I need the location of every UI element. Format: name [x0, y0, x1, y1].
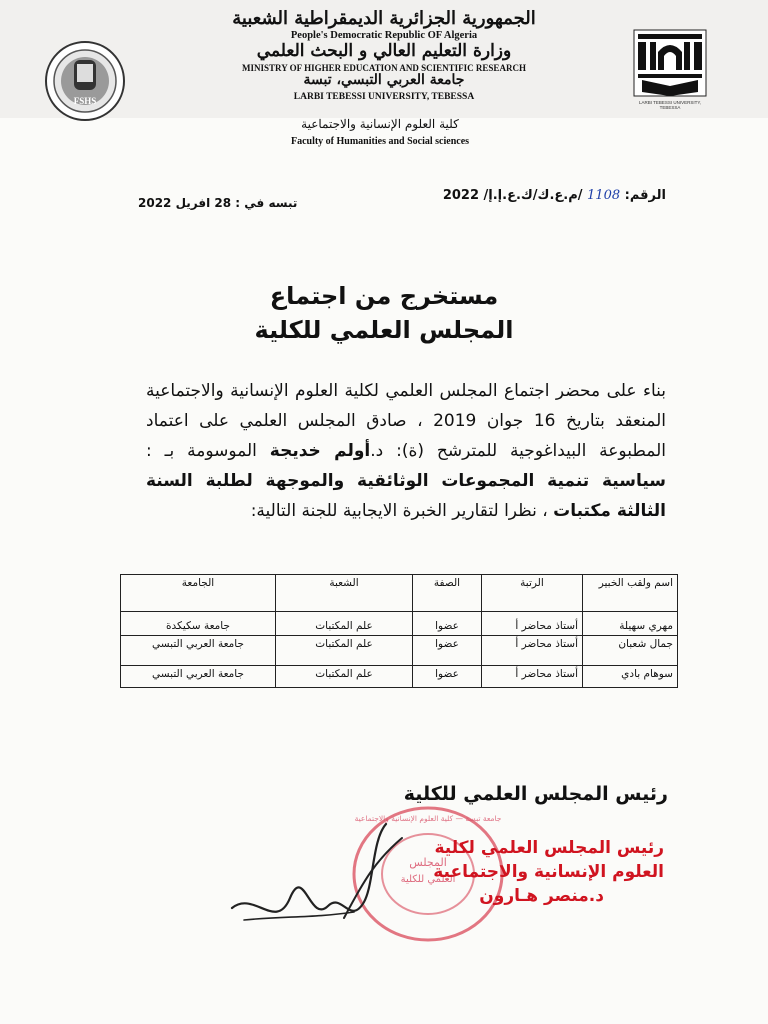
paragraph-intro: بناء على محضر اجتماع المجلس العلمي لكلية العلوم الإنسانية والاجتماعية المنعقد بتاريخ 16 جوان 2019 ، صادق المجلس العلمي على اعتماد المطبوعة البيداغوجية للمترشح (ة): د.: [146, 381, 666, 461]
reference-handwritten-number: 1108: [587, 188, 621, 203]
republic-english: People's Democratic Republic OF Algeria: [290, 30, 478, 41]
faculty-english: Faculty of Humanities and Social sciences: [290, 136, 470, 147]
header-capacity: الصفة: [413, 575, 482, 612]
cell-branch: علم المكتبات: [276, 612, 413, 636]
cell-expert-name: سوهام بادي: [583, 666, 678, 688]
cell-expert-name: مهري سهيلة: [583, 612, 678, 636]
paragraph-end: ، نظرا لتقارير الخبرة الايجابية للجنة التالية:: [250, 501, 554, 521]
table-header-row: [121, 575, 678, 612]
handwritten-signature: [224, 820, 424, 940]
candidate-name: أولم خديجة: [269, 441, 371, 461]
seal-inner-line2: العلمي للكلية: [400, 874, 456, 885]
reference-label: الرقم:: [624, 188, 666, 203]
cell-rank: أستاذ محاضر أ: [482, 612, 583, 636]
ministry-english: MINISTRY OF HIGHER EDUCATION AND SCIENTIFIC RESEARCH: [242, 63, 526, 73]
decision-paragraph: [146, 376, 666, 526]
cell-university: جامعة العربي التبسي: [121, 666, 276, 688]
cell-branch: علم المكتبات: [276, 636, 413, 666]
reference-number: [443, 188, 666, 203]
university-english: LARBI TEBESSI UNIVERSITY, TEBESSA: [293, 92, 475, 102]
stamp-line3: د.منصر هـارون: [479, 886, 604, 906]
header-rank: الرتبة: [482, 575, 583, 612]
header-expert-name: اسم ولقب الخبير: [583, 575, 678, 612]
experts-table: [120, 574, 678, 688]
document-title-line1: مستخرج من اجتماع: [269, 282, 499, 310]
stamp-line2: العلوم الإنسانية والاجتماعية: [433, 862, 664, 882]
publication-subject: سياسية تنمية المجموعات الوثائقية والموجهة لطلبة السنة الثالثة مكتبات: [146, 471, 666, 521]
table-row: [121, 666, 678, 688]
seal-inner-line1: المجلس: [409, 856, 447, 869]
header-branch: الشعبة: [276, 575, 413, 612]
header-university: الجامعة: [121, 575, 276, 612]
seal-outer-text: جامعة تبسة — كلية العلوم الإنسانية والاجتماعية: [354, 814, 502, 823]
issue-date: تبسه في : 28 افريل 2022: [138, 196, 298, 210]
faculty-arabic: كلية العلوم الإنسانية والاجتماعية: [301, 117, 459, 131]
cell-capacity: عضوا: [413, 636, 482, 666]
table-row: [121, 612, 678, 636]
republic-arabic: الجمهورية الجزائرية الديمقراطية الشعبية: [232, 8, 536, 29]
cell-expert-name: جمال شعبان: [583, 636, 678, 666]
cell-rank: أستاذ محاضر أ: [482, 636, 583, 666]
cell-capacity: عضوا: [413, 666, 482, 688]
paragraph-middle: الموسومة بـ :: [146, 441, 270, 461]
university-logo-caption: LARBI TEBESSI UNIVERSITY, TEBESSA: [638, 100, 702, 110]
reference-code: /م.ع.ك/ك.ع.إ.إ/ 2022: [442, 188, 583, 203]
table-row: [121, 636, 678, 666]
university-arabic: جامعة العربي التبسي، تبسة: [303, 72, 465, 88]
faculty-logo-text: FSHS: [73, 96, 97, 106]
cell-rank: أستاذ محاضر أ: [482, 666, 583, 688]
cell-university: جامعة سكيكدة: [121, 612, 276, 636]
cell-university: جامعة العربي التبسي: [121, 636, 276, 666]
cell-branch: علم المكتبات: [276, 666, 413, 688]
cell-capacity: عضوا: [413, 612, 482, 636]
ministry-arabic: وزارة التعليم العالي و البحث العلمي: [256, 41, 512, 61]
signatory-title: رئيس المجلس العلمي للكلية: [403, 783, 668, 805]
stamp-line1: رئيس المجلس العلمي لكلية: [434, 838, 664, 858]
document-title-line2: المجلس العلمي للكلية: [254, 316, 514, 344]
dean-stamp: [404, 836, 664, 908]
